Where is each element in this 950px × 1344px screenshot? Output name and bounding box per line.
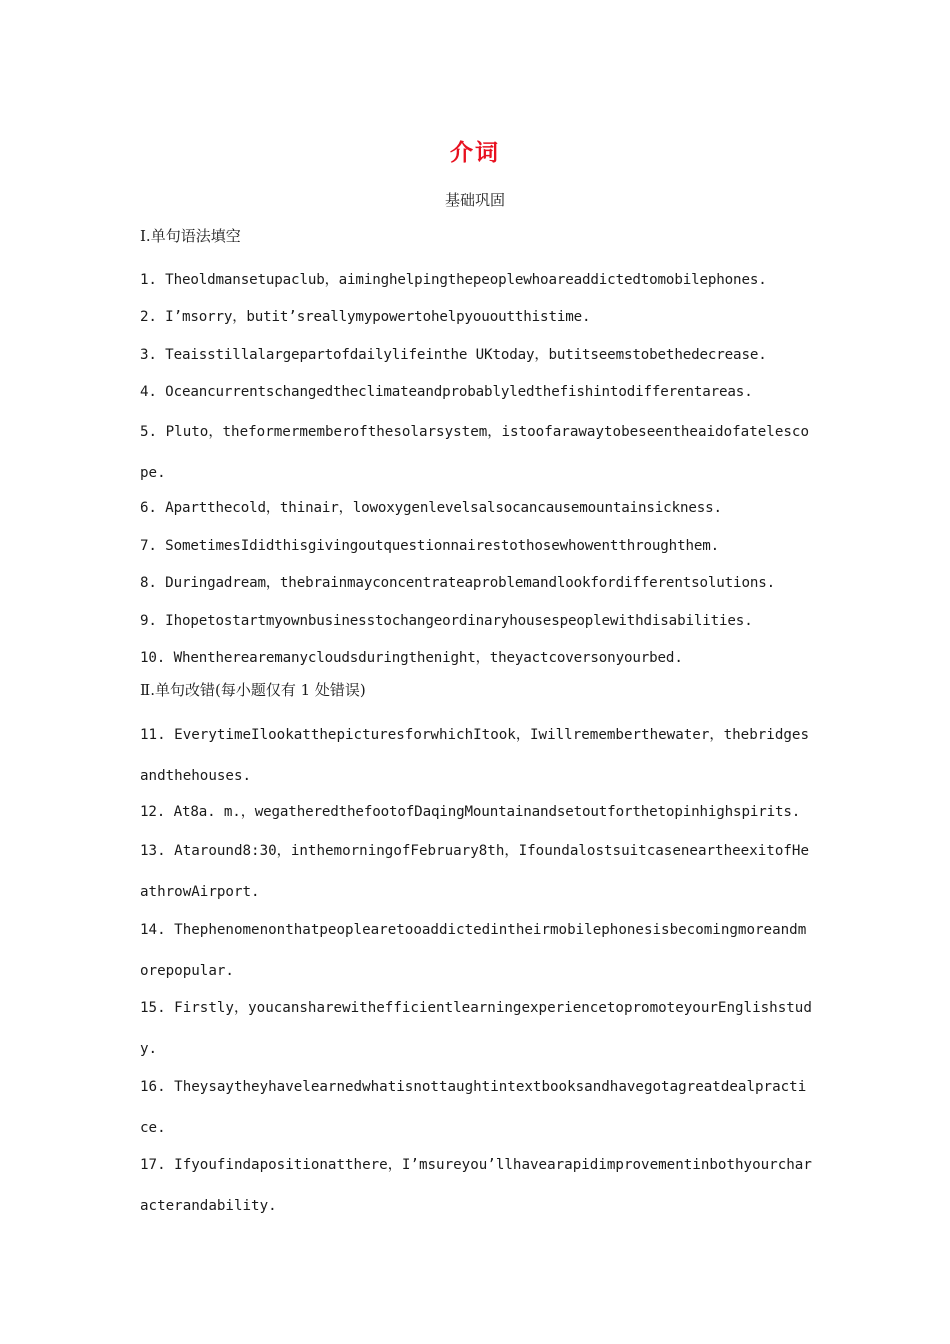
section-heading-grammar-fill: Ⅰ.单句语法填空 — [140, 227, 241, 245]
question-item: 4. Oceancurrentschangedtheclimateandprobablyledthefishintodifferentareas. — [140, 384, 753, 400]
question-item: 12. At8a. m.，wegatheredthefootofDaqingMountainandsetoutforthetopinhighspirits. — [140, 803, 801, 820]
question-item: 10. Whentherearemanycloudsduringthenight，theyactcoversonyourbed. — [140, 650, 683, 666]
question-item: 2. I’msorry，butit’sreallymypowertohelpyououtthistime. — [140, 309, 591, 325]
document-title: 介词 — [450, 139, 500, 166]
question-item: 8. Duringadream，thebrainmayconcentrateaproblemandlookfordifferentsolutions. — [140, 575, 776, 591]
document-subtitle: 基础巩固 — [444, 191, 505, 209]
question-item: 1. Theoldmansetupaclub，aiminghelpingthepeoplewhoareaddictedtomobilephones. — [140, 271, 767, 288]
question-item: 9. Ihopetostartmyownbusinesstochangeordinaryhousespeoplewithdisabilities. — [140, 612, 753, 629]
question-item: 6. Apartthecold，thinair，lowoxygenlevelsalsocancausemountainsickness. — [140, 500, 722, 516]
question-item: 13. Ataround8:30，inthemorningofFebruary8th，IfoundalostsuitcaseneartheexitofHeathrowAirport. — [140, 843, 809, 900]
question-item: 16. Theysaytheyhavelearnedwhatisnottaughtintextbooksandhavegotagreatdealpractice. — [140, 1078, 807, 1136]
question-item: 7. SometimesIdidthisgivingoutquestionnairestothosewhowentthroughthem. — [140, 537, 720, 554]
question-item: 15. Firstly，youcansharewithefficientlearningexperiencetopromoteyourEnglishstudy. — [140, 1000, 812, 1057]
question-item: 5. Pluto，theformermemberofthesolarsystem，istoofarawaytobeseentheaidofatelescope. — [140, 423, 809, 481]
question-item: 14. Thephenomenonthatpeoplearetooaddictedintheirmobilephonesisbecomingmoreandmorepopular. — [140, 921, 807, 979]
section-heading-error-correction: Ⅱ.单句改错(每小题仅有 1 处错误) — [140, 680, 366, 699]
document-body — [140, 224, 812, 1224]
question-item: 11. EverytimeIlookatthepicturesforwhichItook，Iwillrememberthewater，thebridgesandthehouses. — [140, 727, 809, 784]
question-item: 17. Ifyoufindapositionatthere，I’msureyou’llhavearapidimprovementinbothyourcharacterandability. — [140, 1157, 812, 1214]
question-item: 3. Teaisstillalargepartofdailylifeinthe UKtoday，butitseemstobethedecrease. — [140, 346, 767, 363]
